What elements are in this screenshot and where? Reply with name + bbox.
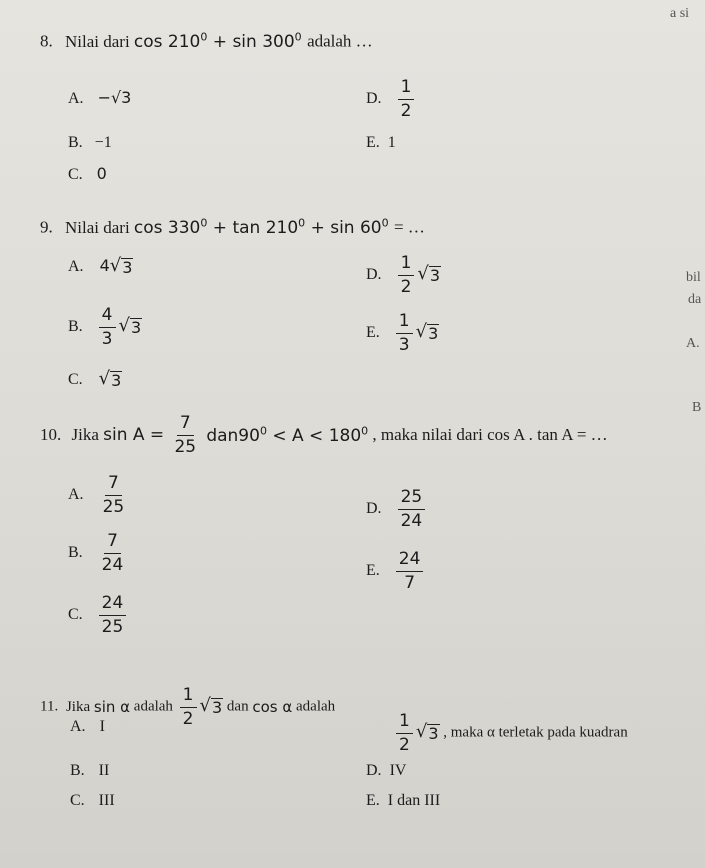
question-10 — [40, 414, 608, 456]
question-text: dan — [226, 698, 249, 715]
option-b[interactable]: B. $\frac{4}{3}$ √ 3 — [68, 305, 142, 349]
fraction: $\frac{1}{2}$ — [180, 686, 197, 728]
question-number: 10. — [40, 425, 62, 445]
option-d[interactable]: D. $\frac{25}{24}$ — [366, 488, 428, 530]
question-text: adalah — [296, 698, 336, 715]
question-text: adalah … — [307, 31, 373, 51]
option-a[interactable]: A. −√3 — [68, 88, 132, 107]
question-number: 9. — [40, 217, 53, 237]
option-e[interactable]: E. $\frac{24}{7}$ — [366, 550, 426, 592]
question-11: 11. Jika sin α adalah $\frac{1}{2}$ √ 3 dan cos α adalah — [40, 685, 336, 729]
option-b[interactable]: B. $\frac{7}{24}$ — [68, 531, 124, 575]
option-c[interactable]: C. $\frac{24}{25}$ — [68, 594, 129, 636]
question-text: Jika — [71, 425, 99, 445]
question-9 — [40, 216, 425, 238]
question-number: 11. — [40, 698, 59, 715]
option-a[interactable]: A. 4 √ 3 — [68, 255, 133, 277]
math-expression: $dan90^0 < A < 180^0$ — [206, 424, 369, 447]
edge-fragment: da — [688, 292, 702, 307]
question-text: , maka nilai dari cos A . tan A = … — [372, 425, 608, 445]
math-expression: sin A = — [103, 425, 165, 446]
option-e[interactable]: E. I dan III — [366, 792, 441, 809]
question-text: Nilai dari — [65, 217, 130, 237]
option-b[interactable]: B. −1 — [68, 134, 112, 151]
edge-fragment: bil — [686, 270, 701, 285]
question-text: Nilai dari — [65, 31, 130, 51]
edge-fragment: B — [692, 400, 702, 415]
option-d[interactable]: D. $\frac{1}{2}$ √ 3 — [366, 253, 441, 297]
question-text: = … — [394, 217, 425, 237]
fraction: $\frac{7}{25}$ — [174, 413, 197, 457]
option-d[interactable]: D. IV — [366, 762, 407, 779]
option-d[interactable]: D. $\frac{1}{2}$ — [366, 78, 417, 120]
fraction: $\frac{1}{2}$ — [396, 712, 413, 754]
option-c[interactable]: C. III — [70, 792, 115, 809]
edge-fragment: A. — [686, 336, 700, 351]
question-text: Jika — [65, 698, 91, 715]
option-b[interactable]: B. II — [70, 762, 110, 779]
math-expression: cos α — [252, 698, 293, 717]
question-11-continued: $\frac{1}{2}$ √ 3 , maka α terletak pada kuadran — [393, 712, 628, 754]
option-a[interactable]: A. $\frac{7}{25}$ — [68, 473, 125, 517]
option-c[interactable]: C. √ 3 — [68, 368, 122, 390]
option-c[interactable]: C. 0 — [68, 164, 107, 183]
option-a[interactable]: A. I — [70, 718, 105, 735]
math-expression: sin α — [93, 698, 131, 717]
option-e[interactable]: E. $\frac{1}{3}$ √ 3 — [366, 311, 439, 355]
option-e[interactable]: E. 1 — [366, 134, 396, 151]
math-expression: $\cos 210^0 + \sin 300^0$ — [133, 30, 302, 52]
question-8 — [40, 30, 373, 52]
question-number: 8. — [40, 31, 53, 51]
question-text: , maka α terletak pada kuadran — [443, 724, 628, 741]
edge-fragment: a si — [670, 6, 690, 21]
math-expression: $\cos 330^0 + \tan 210^0 + \sin 60^0$ — [133, 216, 389, 238]
question-text: adalah — [133, 698, 173, 715]
